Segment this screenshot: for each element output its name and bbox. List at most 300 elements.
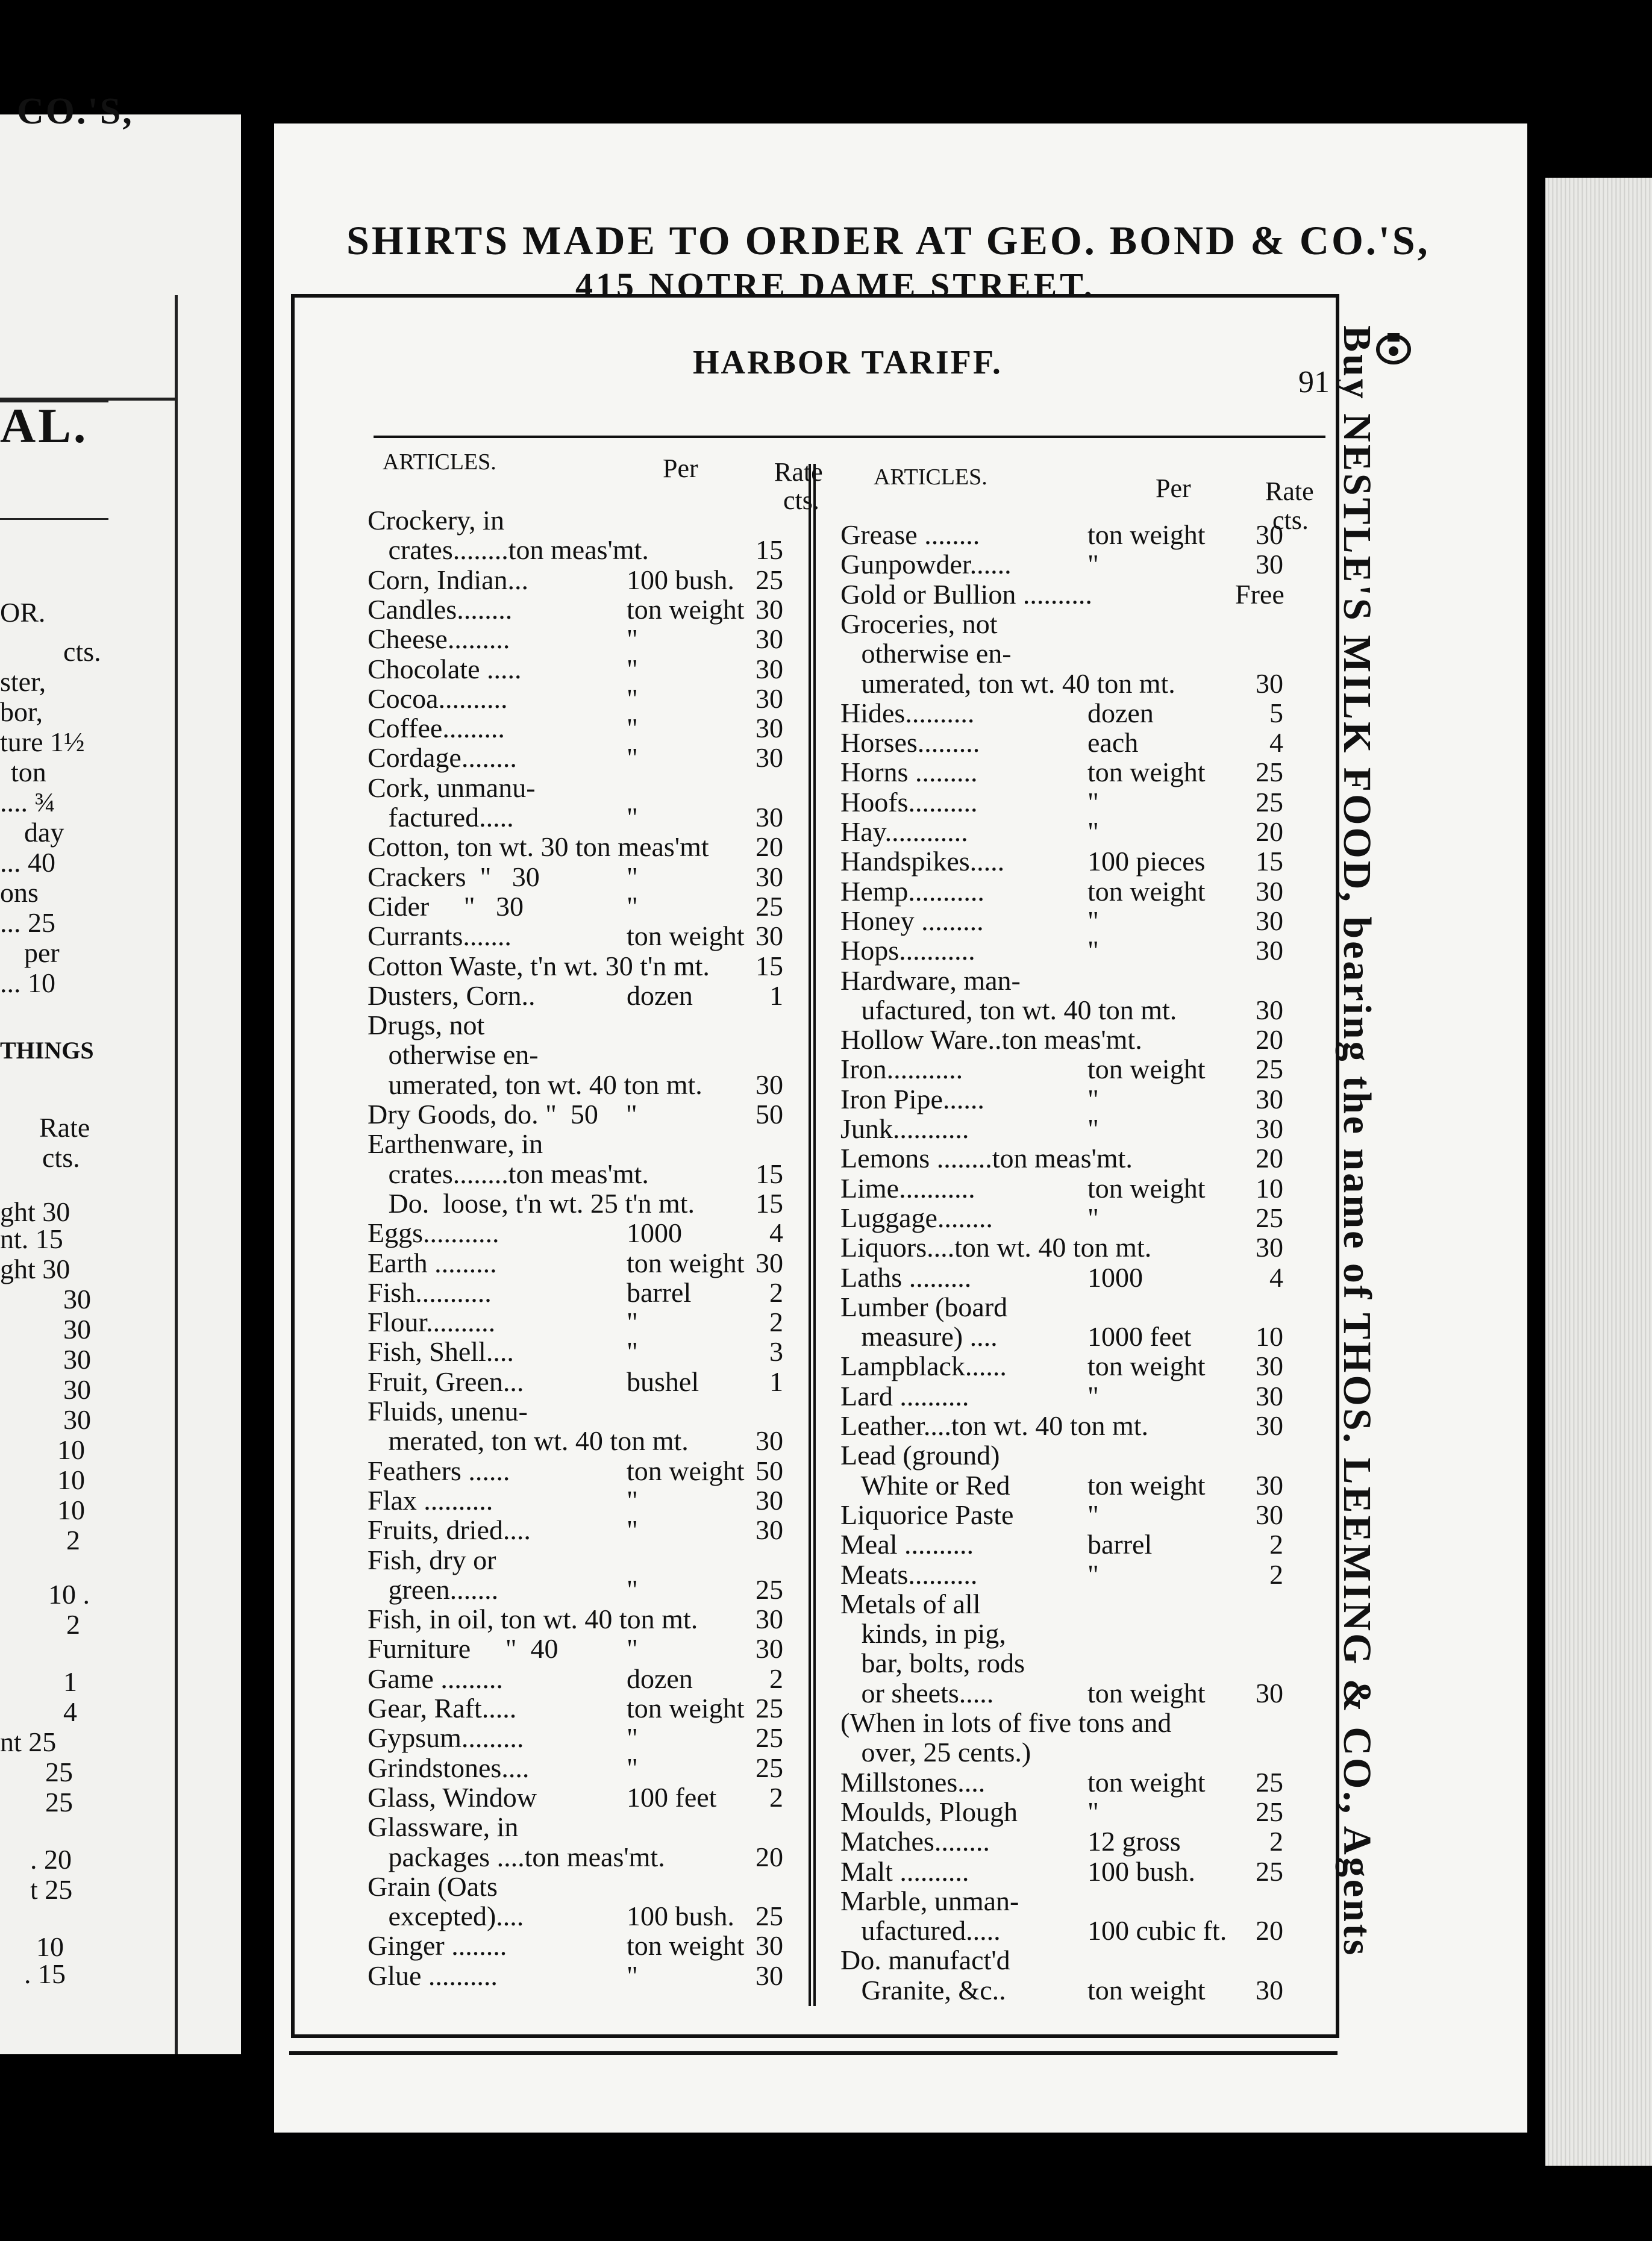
title-rule	[374, 436, 1325, 438]
rate-cents: 30	[756, 683, 783, 714]
article-name: Leather....ton wt. 40 ton mt.	[840, 1410, 1149, 1441]
left-page-fragment: ons	[0, 877, 39, 908]
tariff-row	[840, 1352, 1289, 1381]
left-head-rate: Rate	[774, 457, 823, 487]
tariff-row	[368, 1457, 789, 1486]
tariff-row	[368, 1546, 789, 1575]
tariff-row	[840, 877, 1289, 906]
article-name: Fish...........	[368, 1277, 492, 1308]
article-name: measure) ....	[840, 1321, 998, 1352]
rate-cents: 25	[1256, 786, 1283, 817]
rate-cents: 20	[1256, 816, 1283, 847]
rate-cents: 1	[769, 980, 783, 1011]
rate-cents: 10	[1256, 1172, 1283, 1204]
article-name: Chocolate .....	[368, 653, 522, 684]
rate-cents: 15	[756, 950, 783, 981]
tariff-row	[368, 833, 789, 861]
rate-cents: 30	[756, 653, 783, 684]
article-name: Glue ..........	[368, 1960, 498, 1991]
tariff-row	[368, 1427, 789, 1455]
tariff-row	[840, 1441, 1289, 1470]
article-name: Lampblack......	[840, 1351, 1007, 1382]
rate-cents: 25	[1256, 757, 1283, 788]
left-page-fragment: ... 25	[0, 907, 55, 938]
rate-cents: 5	[1269, 697, 1283, 728]
tariff-row	[368, 1634, 789, 1663]
article-name: Metals of all	[840, 1588, 981, 1619]
per-unit: "	[627, 624, 638, 655]
per-unit: "	[627, 1752, 638, 1783]
rate-cents: 30	[756, 1633, 783, 1664]
article-name: Hardware, man-	[840, 964, 1021, 996]
tariff-row	[840, 966, 1289, 995]
rate-cents: 15	[756, 1187, 783, 1219]
per-unit: "	[1087, 549, 1099, 580]
tariff-row	[368, 803, 789, 832]
rate-cents: 30	[756, 1069, 783, 1100]
rate-cents: 20	[756, 831, 783, 863]
rate-cents: 15	[756, 534, 783, 566]
rate-cents: 15	[1256, 846, 1283, 877]
article-name: Eggs...........	[368, 1217, 499, 1249]
rate-cents: 2	[1269, 1826, 1283, 1857]
per-unit: 100 pieces	[1087, 846, 1206, 877]
per-unit: "	[1087, 1202, 1099, 1233]
rate-cents: 20	[756, 1841, 783, 1872]
tariff-row	[368, 1486, 789, 1515]
article-name: ufactured.....	[840, 1915, 1001, 1946]
article-name: Hay............	[840, 816, 968, 847]
left-page-fragment: .... ¾	[0, 787, 55, 817]
rate-cents: 20	[1256, 1024, 1283, 1055]
per-unit: ton weight	[1087, 1172, 1206, 1204]
article-name: Earthenware, in	[368, 1128, 543, 1160]
rate-cents: 25	[756, 564, 783, 595]
tariff-row	[368, 1308, 789, 1337]
tariff-row	[840, 1382, 1289, 1411]
per-unit: ton weight	[627, 593, 745, 625]
rate-cents: 30	[756, 1484, 783, 1516]
tariff-row	[840, 1768, 1289, 1797]
per-unit: ton weight	[627, 1930, 745, 1961]
per-unit: "	[627, 713, 638, 744]
tariff-row	[368, 1249, 789, 1278]
article-name: umerated, ton wt. 40 ton mt.	[368, 1069, 702, 1100]
rate-cents: 30	[1256, 1469, 1283, 1501]
per-unit: ton weight	[627, 1455, 745, 1486]
article-name: (When in lots of five tons and	[840, 1707, 1172, 1738]
article-name: Junk...........	[840, 1113, 969, 1144]
left-page-fragment: 30	[63, 1404, 91, 1435]
tariff-row	[368, 863, 789, 892]
rate-cents: 30	[756, 742, 783, 774]
article-name: Cocoa..........	[368, 683, 508, 714]
left-page-fragment: 10	[57, 1434, 85, 1465]
article-name: Moulds, Plough	[840, 1796, 1018, 1827]
article-name: Corn, Indian...	[368, 564, 529, 595]
tariff-row	[840, 907, 1289, 936]
article-name: Liquors....ton wt. 40 ton mt.	[840, 1232, 1152, 1263]
rate-cents: 30	[1256, 1499, 1283, 1530]
article-name: Feathers ......	[368, 1455, 510, 1486]
rate-cents: 30	[1256, 1677, 1283, 1708]
per-unit: 100 feet	[627, 1781, 717, 1813]
article-name: Lime...........	[840, 1172, 975, 1204]
left-page-fragment: ... 40	[0, 847, 55, 878]
rate-cents: 30	[756, 802, 783, 833]
per-unit: "	[1087, 1558, 1099, 1590]
tariff-row	[368, 1219, 789, 1248]
rate-cents: 30	[1256, 549, 1283, 580]
right-head-articles: ARTICLES.	[874, 464, 987, 490]
per-unit: "	[627, 1722, 638, 1754]
per-unit: ton weight	[1087, 1677, 1206, 1708]
tariff-row	[368, 743, 789, 772]
per-unit: ton weight	[1087, 1469, 1206, 1501]
article-name: Dusters, Corn..	[368, 980, 536, 1011]
article-name: Cotton Waste, t'n wt. 30 t'n mt.	[368, 950, 710, 981]
tariff-row	[840, 728, 1289, 757]
per-unit: 100 cubic ft.	[1087, 1915, 1227, 1946]
per-unit: "	[1087, 1796, 1099, 1827]
rate-cents: 2	[769, 1781, 783, 1813]
tariff-row	[368, 1724, 789, 1752]
per-unit: 100 bush.	[1087, 1855, 1195, 1887]
left-head-per: Per	[663, 454, 698, 483]
rate-cents: 25	[756, 1693, 783, 1724]
rate-cents: 30	[1256, 1351, 1283, 1382]
rate-cents: 30	[756, 1604, 783, 1635]
tariff-row	[368, 892, 789, 921]
per-unit: "	[1087, 816, 1099, 847]
tariff-row	[840, 817, 1289, 846]
tariff-row	[368, 1575, 789, 1604]
left-page-fragment: bor,	[0, 696, 43, 727]
rate-cents: 30	[756, 1960, 783, 1991]
per-unit: "	[627, 1574, 638, 1605]
rate-cents: 4	[769, 1217, 783, 1249]
tariff-row	[840, 669, 1289, 698]
tariff-row	[368, 625, 789, 654]
per-unit: dozen	[627, 980, 693, 1011]
article-name: Hoofs..........	[840, 786, 978, 817]
side-ad-text: Buy NESTLE'S MILK FOOD, bearing the name of THOS. LEEMING & CO., Agents	[1335, 325, 1379, 1958]
tariff-row	[840, 1798, 1289, 1827]
article-name: Flour..........	[368, 1307, 496, 1338]
right-head-cts: cts.	[1272, 505, 1309, 535]
tariff-row	[368, 1189, 789, 1218]
left-page-fragment: cts.	[63, 636, 101, 667]
article-name: Malt ..........	[840, 1855, 969, 1887]
article-name: Currants.......	[368, 920, 512, 952]
per-unit: "	[627, 1514, 638, 1546]
tariff-row	[840, 847, 1289, 876]
left-page-fragment: 30	[63, 1314, 91, 1345]
rate-cents: 20	[1256, 1915, 1283, 1946]
left-page-fragment: 4	[63, 1696, 77, 1727]
left-page-fragment: per	[24, 937, 60, 968]
left-page-fragment: nt. 15	[0, 1224, 63, 1254]
rate-cents: 50	[756, 1099, 783, 1130]
tariff-row	[368, 1931, 789, 1960]
left-page-fragment: 25	[45, 1787, 73, 1817]
article-name: Candles........	[368, 593, 513, 625]
tariff-row	[840, 1649, 1289, 1678]
left-page-fragment: ght 30	[0, 1196, 70, 1227]
article-name: Groceries, not	[840, 608, 998, 639]
left-page-fragment: 30	[63, 1374, 91, 1405]
per-unit: 1000	[1087, 1261, 1143, 1293]
tariff-row	[368, 1783, 789, 1812]
per-unit: "	[627, 1484, 638, 1516]
left-page-fragment: . 15	[24, 1958, 66, 1989]
left-page-fragment: . 20	[30, 1844, 72, 1875]
tariff-row	[840, 1530, 1289, 1559]
article-name: kinds, in pig,	[840, 1618, 1006, 1649]
rate-cents: 30	[1256, 905, 1283, 936]
per-unit: ton weight	[627, 1693, 745, 1724]
tariff-row	[840, 639, 1289, 668]
per-unit: each	[1087, 727, 1139, 758]
rate-cents: 30	[756, 593, 783, 625]
article-name: excepted)....	[368, 1901, 524, 1932]
bottom-rule	[289, 2051, 1338, 2055]
article-name: Granite, &c..	[840, 1974, 1006, 2005]
per-unit: "	[627, 890, 638, 922]
left-page-fragment: ture 1½	[0, 727, 85, 757]
tariff-row	[840, 1976, 1289, 2005]
tariff-row	[840, 610, 1289, 639]
left-page-fragment: 10	[57, 1495, 85, 1525]
article-name: Lemons ........ton meas'mt.	[840, 1143, 1133, 1174]
article-name: over, 25 cents.)	[840, 1737, 1031, 1768]
article-name: Game .........	[368, 1663, 503, 1694]
per-unit: ton weight	[627, 920, 745, 952]
tariff-row	[368, 1070, 789, 1099]
left-page-rule-2	[0, 518, 108, 520]
per-unit: dozen	[1087, 697, 1154, 728]
tariff-row	[840, 1679, 1289, 1708]
article-name: Cordage........	[368, 742, 517, 774]
tariff-row	[840, 699, 1289, 728]
article-name: packages ....ton meas'mt.	[368, 1841, 665, 1872]
per-unit: "	[1087, 1083, 1099, 1114]
tariff-row	[840, 520, 1289, 549]
tariff-row	[840, 1708, 1289, 1737]
left-page-frame	[0, 295, 178, 2054]
tariff-row	[840, 1114, 1289, 1143]
rate-cents: 25	[1256, 1766, 1283, 1798]
per-unit: "	[627, 802, 638, 833]
per-unit: "	[627, 861, 638, 892]
rate-cents: 3	[769, 1336, 783, 1367]
article-name: umerated, ton wt. 40 ton mt.	[840, 667, 1175, 699]
per-unit: "	[1087, 786, 1099, 817]
tariff-row	[368, 952, 789, 981]
per-unit: "	[627, 653, 638, 684]
rate-cents: 2	[769, 1307, 783, 1338]
per-unit: 100 bush.	[627, 564, 734, 595]
tariff-row	[368, 1843, 789, 1872]
left-page-fragment: ght 30	[0, 1254, 70, 1284]
tariff-row	[368, 1367, 789, 1396]
column-divider	[809, 464, 816, 2006]
left-page-fragment: ... 10	[0, 967, 55, 998]
rate-cents: 50	[756, 1455, 783, 1486]
article-name: Fruits, dried....	[368, 1514, 531, 1546]
rate-cents: 2	[1269, 1558, 1283, 1590]
article-name: Grease ........	[840, 519, 980, 550]
article-name: Flax ..........	[368, 1484, 493, 1516]
article-name: Gunpowder......	[840, 549, 1012, 580]
tariff-row	[368, 1100, 789, 1129]
tariff-row	[368, 1516, 789, 1545]
article-name: Crackers " 30	[368, 861, 540, 892]
rate-cents: 25	[1256, 1054, 1283, 1085]
per-unit: "	[1087, 935, 1099, 966]
article-name: Drugs, not	[368, 1010, 485, 1041]
article-name: Marble, unman-	[840, 1885, 1019, 1916]
article-name: ufactured, ton wt. 40 ton mt.	[840, 994, 1177, 1025]
article-name: Lumber (board	[840, 1291, 1008, 1322]
rate-cents: 15	[756, 1158, 783, 1189]
left-page-header: CO.'S,	[17, 91, 134, 132]
rate-cents: 30	[1256, 1410, 1283, 1441]
rate-cents: 10	[1256, 1321, 1283, 1352]
rate-cents: 2	[769, 1663, 783, 1694]
article-name: Grindstones....	[368, 1752, 530, 1783]
rate-cents: 25	[1256, 1855, 1283, 1887]
tariff-row	[840, 1233, 1289, 1262]
article-name: factured.....	[368, 802, 514, 833]
tariff-row	[840, 1174, 1289, 1203]
left-page-fragment: THINGS	[0, 1037, 94, 1064]
tariff-row	[840, 580, 1289, 609]
tariff-row	[840, 1085, 1289, 1114]
rate-cents: 30	[756, 920, 783, 952]
left-page-fragment: cts.	[42, 1142, 80, 1173]
tariff-row	[368, 1605, 789, 1634]
rate-cents: 25	[1256, 1796, 1283, 1827]
tariff-row	[368, 1011, 789, 1040]
article-name: or sheets.....	[840, 1677, 994, 1708]
article-name: Luggage........	[840, 1202, 993, 1233]
rate-cents: 30	[1256, 994, 1283, 1025]
tariff-row	[840, 1411, 1289, 1440]
tariff-row	[840, 758, 1289, 787]
per-unit: "	[1087, 1380, 1099, 1411]
page-title: HARBOR TARIFF.	[693, 344, 1003, 381]
tariff-row	[368, 506, 789, 535]
tariff-row	[840, 788, 1289, 817]
article-name: crates........ton meas'mt.	[368, 534, 649, 566]
tariff-row	[840, 1263, 1289, 1292]
rate-cents: 30	[756, 1514, 783, 1546]
rate-cents: 30	[756, 861, 783, 892]
tariff-row	[368, 595, 789, 624]
rate-cents: 30	[1256, 1083, 1283, 1114]
article-name: Iron...........	[840, 1054, 963, 1085]
per-unit: ton weight	[627, 1247, 745, 1278]
article-name: otherwise en-	[368, 1039, 539, 1070]
article-name: Fish, dry or	[368, 1544, 496, 1575]
per-unit: 12 gross	[1087, 1826, 1181, 1857]
tariff-row	[840, 1144, 1289, 1173]
rate-cents: 25	[756, 1722, 783, 1754]
tariff-row	[840, 1590, 1289, 1619]
tariff-row	[368, 566, 789, 595]
article-name: Cotton, ton wt. 30 ton meas'mt	[368, 831, 709, 863]
tariff-row	[840, 550, 1289, 579]
article-name: Gear, Raft.....	[368, 1693, 517, 1724]
article-name: Crockery, in	[368, 505, 504, 536]
per-unit: ton weight	[1087, 1054, 1206, 1085]
article-name: Cider " 30	[368, 890, 524, 922]
left-page-fragment: nt 25	[0, 1727, 57, 1757]
article-name: Fish, Shell....	[368, 1336, 514, 1367]
rate-cents: 20	[1256, 1143, 1283, 1174]
header-line-1: SHIRTS MADE TO ORDER AT GEO. BOND & CO.'S,	[346, 217, 1430, 263]
tariff-row	[368, 1278, 789, 1307]
tariff-row	[840, 1471, 1289, 1500]
left-page-fragment: 10	[36, 1931, 64, 1962]
article-name: Gold or Bullion ..........	[840, 578, 1092, 610]
rate-cents: 2	[1269, 1529, 1283, 1560]
article-name: Handspikes.....	[840, 846, 1005, 877]
left-page-fragment: 30	[63, 1344, 91, 1375]
left-head-articles: ARTICLES.	[383, 449, 496, 475]
rate-cents: 30	[1256, 1113, 1283, 1144]
tariff-row	[368, 1160, 789, 1189]
per-unit: "	[1087, 1499, 1099, 1530]
tariff-row	[840, 1916, 1289, 1945]
tariff-row	[368, 922, 789, 951]
tariff-row	[840, 1293, 1289, 1322]
rate-cents: 30	[1256, 1380, 1283, 1411]
tariff-row	[840, 1827, 1289, 1856]
article-name: Meats..........	[840, 1558, 978, 1590]
left-page-fragment: ster,	[0, 666, 46, 697]
left-page-fragment: 2	[66, 1609, 80, 1640]
article-name: Matches........	[840, 1826, 990, 1857]
per-unit: "	[627, 1960, 638, 1991]
left-page-fragment: 10 .	[48, 1579, 90, 1610]
tariff-row	[840, 1738, 1289, 1767]
tariff-row	[368, 714, 789, 743]
article-name: Cheese.........	[368, 624, 510, 655]
article-name: Dry Goods, do. " 50 "	[368, 1099, 637, 1130]
tariff-row	[368, 1664, 789, 1693]
rate-cents: 30	[756, 1425, 783, 1457]
per-unit: bushel	[627, 1366, 699, 1397]
tariff-row	[368, 774, 789, 802]
per-unit: "	[627, 683, 638, 714]
left-page-fragment: 25	[45, 1757, 73, 1787]
tariff-row	[368, 655, 789, 684]
left-head-cts: cts.	[783, 486, 819, 515]
per-unit: ton weight	[1087, 875, 1206, 907]
tariff-row	[840, 1055, 1289, 1084]
rate-cents: 25	[756, 1901, 783, 1932]
article-name: Millstones....	[840, 1766, 986, 1798]
tariff-row	[840, 996, 1289, 1025]
article-name: White or Red	[840, 1469, 1010, 1501]
per-unit: barrel	[627, 1277, 692, 1308]
article-name: Liquorice Paste	[840, 1499, 1014, 1530]
tariff-row	[368, 1813, 789, 1842]
tariff-row	[840, 1857, 1289, 1886]
per-unit: barrel	[1087, 1529, 1153, 1560]
